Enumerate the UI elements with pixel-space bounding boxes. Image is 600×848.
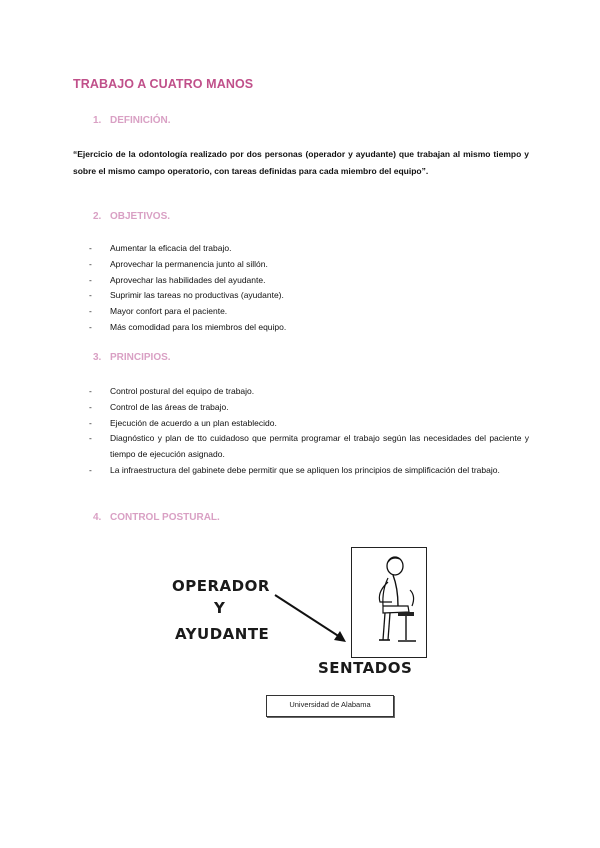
list-item	[89, 273, 529, 289]
list-item-text: Suprimir las tareas no productivas (ayudante).	[110, 290, 284, 301]
arrow-head-icon	[334, 631, 346, 642]
bullet-dash: -	[89, 401, 92, 412]
bullet-dash: -	[89, 306, 92, 317]
seated-person-icon	[352, 548, 426, 657]
list-item-text: Diagnóstico y plan de tto cuidadoso que permita programar el trabajo según las necesidades del paciente y tiempo de ejecución asignado.	[110, 433, 529, 460]
seated-person-illustration	[351, 547, 427, 658]
list-item	[89, 431, 529, 463]
principios-list	[89, 384, 529, 479]
section-title: CONTROL POSTURAL.	[110, 512, 220, 523]
bullet-dash: -	[89, 290, 92, 301]
list-item-text: Más comodidad para los miembros del equipo.	[110, 321, 287, 332]
definition-paragraph: “Ejercicio de la odontología realizado por dos personas (operador y ayudante) que trabajan al mismo tiempo y sobre el mismo campo operatorio, con tareas definidas para cada miembro del equipo”.	[73, 149, 529, 176]
list-item	[89, 304, 529, 320]
arrow-line	[275, 595, 343, 639]
figure-label-y: Y	[214, 599, 226, 617]
section-number: 1.	[93, 115, 102, 126]
list-item	[89, 241, 529, 257]
section-heading-objetivos	[93, 211, 170, 222]
section-number: 2.	[93, 211, 102, 222]
list-item	[89, 416, 529, 432]
list-item	[89, 463, 529, 479]
list-item	[89, 288, 529, 304]
figure-label-operador: OPERADOR	[172, 577, 270, 595]
figure-caption: Universidad de Alabama	[266, 695, 394, 717]
list-item-text: Control de las áreas de trabajo.	[110, 401, 229, 412]
document-title: TRABAJO A CUATRO MANOS	[73, 77, 254, 91]
list-item-text: Control postural del equipo de trabajo.	[110, 386, 255, 396]
section-number: 4.	[93, 512, 102, 523]
figure-label-sentados: SENTADOS	[318, 659, 413, 677]
list-item-text: Mayor confort para el paciente.	[110, 306, 228, 317]
list-item-text: Aumentar la eficacia del trabajo.	[110, 243, 232, 253]
section-title: PRINCIPIOS.	[110, 352, 171, 363]
bullet-dash: -	[89, 321, 92, 332]
section-heading-principios	[93, 352, 171, 363]
list-item-text: La infraestructura del gabinete debe permitir que se apliquen los principios de simplificación del trabajo.	[110, 464, 500, 475]
list-item-text: Ejecución de acuerdo a un plan establecido.	[110, 417, 277, 428]
posture-figure	[160, 545, 450, 725]
bullet-dash: -	[89, 386, 92, 396]
bullet-dash: -	[89, 464, 92, 475]
list-item-text: Aprovechar las habilidades del ayudante.	[110, 274, 266, 285]
section-heading-definicion	[93, 115, 171, 126]
section-heading-control-postural	[93, 512, 220, 523]
bullet-dash: -	[89, 258, 92, 269]
section-title: OBJETIVOS.	[110, 211, 171, 222]
bullet-dash: -	[89, 433, 92, 444]
figure-label-ayudante: AYUDANTE	[175, 625, 270, 643]
list-item	[89, 257, 529, 273]
section-number: 3.	[93, 352, 102, 363]
bullet-dash: -	[89, 243, 92, 253]
list-item	[89, 320, 529, 336]
objetivos-list	[89, 241, 529, 336]
list-item	[89, 384, 529, 400]
list-item	[89, 400, 529, 416]
list-item-text: Aprovechar la permanencia junto al sillón.	[110, 258, 268, 269]
section-title: DEFINICIÓN.	[110, 115, 171, 126]
bullet-dash: -	[89, 274, 92, 285]
bullet-dash: -	[89, 417, 92, 428]
